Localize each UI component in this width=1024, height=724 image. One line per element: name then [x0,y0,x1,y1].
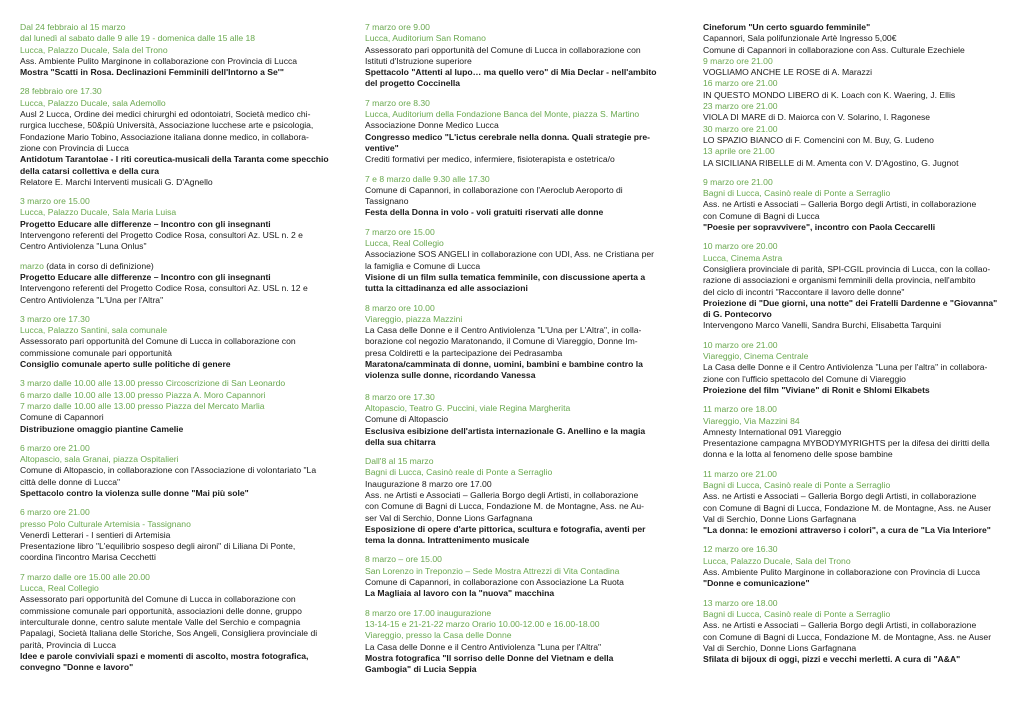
event-date-location: Lucca, Real Collegio [365,238,444,249]
event-date-location: 6 marzo dalle 10.00 alle 13.00 presso Piazza A. Moro Capannori [20,389,266,400]
event-date-location: 10 marzo ore 21.00 [703,339,778,350]
event-date-location: 16 marzo ore 21.00 [703,78,778,89]
event-block [365,392,660,448]
event-detail: Capannori, Sala polifunzionale Artè Ingresso 5,00€ [703,33,897,44]
event-detail: Associazione SOS ANGELI in collaborazione con UDI, Ass. ne Cristiana per [365,249,654,260]
event-title: Progetto Educare alle differenze – Incontro con gli insegnanti [20,218,271,229]
event-date-location: 12 marzo ore 16.30 [703,544,778,555]
event-detail: città delle donne di Lucca" [20,476,121,487]
event-date-location: San Lorenzo in Treponzio – Sede Mostra Attrezzi di Vita Contadina [365,565,620,576]
event-detail: Comune di Capannori [20,412,104,423]
event-title: Mostra fotografica "Il sorriso delle Donne del Vietnam e della [365,652,614,663]
event-detail: zione con Provincia di Lucca [20,142,129,153]
event-date-location: 11 marzo ore 18.00 [703,404,777,415]
event-title: Festa della Donna in volo - voli gratuiti riservati alle donne [365,207,604,218]
event-detail: Amnesty International 091 Viareggio [703,426,842,437]
event-detail: Associazione Donne Medico Lucca [365,120,499,131]
event-detail: Presentazione libro "L'equilibrio sospeso degli aironi" di Liliana Di Ponte, [20,541,296,552]
event-title: violenza sulle donne, ricordando Vanessa [365,370,536,381]
event-title: "Donne e comunicazione" [703,578,810,589]
event-title: Visione di un film sulla tematica femminile, con discussione aperta a [365,271,646,282]
event-title: Mostra "Scatti in Rosa. Declinazioni Femminili dell'Intorno a Se'" [20,67,284,78]
event-title: Spettacolo contro la violenza sulle donne "Mai più sole" [20,487,249,498]
event-date-location: 8 marzo ore 17.00 inaugurazione [365,607,492,618]
event-date-location: presso Polo Culturale Artemisia - Tassignano [20,518,191,529]
event-detail: La Casa delle Donne e il Centro Antiviolenza "Luna per l'altra" in collabora- [703,362,988,373]
event-title: convegno "Donne e lavoro" [20,662,134,673]
event-detail: Intervengono Marco Vanelli, Sandra Burchi, Elisabetta Tarquini [703,320,942,331]
event-block [365,456,660,546]
event-detail: la famiglia e Comune di Lucca [365,260,481,271]
event-detail: Crediti formativi per medico, infermiere, fisioterapista e ostetrica/o [365,154,615,165]
event-date-location: Lucca, Palazzo Ducale, Sala Maria Luisa [20,207,177,218]
event-title: Progetto Educare alle differenze – Incontro con gli insegnanti [20,271,271,282]
event-date-location: Dall'8 al 15 marzo [365,456,434,467]
event-block [703,469,1003,537]
event-detail: borazione col negozio Maratonando, il Comune di Viareggio, Donne Im- [365,336,638,347]
event-block [365,227,660,295]
event-detail: interculturale donne, centro salute mentale Valle del Serchio e compagnia [20,616,301,627]
event-detail: Consigliera provinciale di parità, SPI-CGIL provincia di Lucca, con la collao- [703,263,991,274]
event-date-location: 13 marzo ore 18.00 [703,597,778,608]
event-block [365,303,660,382]
event-title: Cineforum "Un certo sguardo femminile" [703,22,871,32]
event-title: Maratona/camminata di donne, uomini, bambini e bambine contro la [365,359,643,370]
event-date-location: Altopascio, Teatro G. Puccini, viale Regina Margherita [365,402,571,413]
event-block [703,544,1003,589]
event-detail: coordina l'incontro Marisa Cecchetti [20,552,156,563]
event-date-location: Viareggio, Via Mazzini 84 [703,415,800,426]
event-detail: IN QUESTO MONDO LIBERO di K. Loach con K. Waering, J. Ellis [703,89,956,100]
event-detail: Inaugurazione 8 marzo ore 17.00 [365,478,492,489]
event-detail: Ass. ne Artisti e Associati – Galleria Borgo degli Artisti, in collaborazione [703,620,977,631]
event-detail: Assessorato pari opportunità del Comune di Lucca in collaborazione con [365,44,641,55]
event-detail: Venerdì Letterari - I sentieri di Artemisia [20,529,171,540]
event-date-location: Bagni di Lucca, Casinò reale di Ponte a Serraglio [703,188,891,199]
event-detail: razione di associazioni e organismi femminili della provincia, nell'ambito [703,275,976,286]
event-title: Spettacolo "Attenti al lupo… ma quello vero" di Mia Declar - nell'ambito [365,67,657,78]
event-detail: Papalagi, Società Italiana delle Storiche, Sos Angeli, Consigliera provinciale di [20,628,318,639]
event-block [703,177,1003,233]
event-detail: Comune di Capannori, in collaborazione con l'Aeroclub Aeroporto di [365,184,623,195]
event-detail: Comune di Capannori in collaborazione con Ass. Culturale Ezechiele [703,44,965,55]
event-date-location: Lucca, Palazzo Ducale, Sala del Trono [20,44,168,55]
event-date-location: 10 marzo ore 20.00 [703,241,778,252]
event-date-note: (data in corso di definizione) [43,260,154,271]
event-date-location: Dal 24 febbraio al 15 marzo [20,22,126,32]
event-date-location: Lucca, Palazzo Santini, sala comunale [20,325,168,336]
event-date-location: Lucca, Palazzo Ducale, Sala del Trono [703,555,851,566]
event-detail: commissione comunale pari opportunità [20,347,172,358]
event-date-location: 8 marzo ore 10.00 [365,302,435,313]
event-detail: Intervengono referenti del Progetto Codice Rosa, consultori Az. USL n. 2 e [20,230,303,241]
event-block [703,598,1003,666]
event-title: tema la donna. Intrattenimento musicale [365,535,530,546]
event-detail: Comune di Capannori, in collaborazione con Associazione La Ruota [365,577,624,588]
event-detail: Intervengono referenti del Progetto Codice Rosa, consultori Az. USL n. 12 e [20,283,308,294]
event-block [703,340,1003,396]
event-title: della catarsi collettiva e della cura [20,165,160,176]
event-date-location: Lucca, Auditorium San Romano [365,33,486,44]
event-block [365,22,660,90]
event-block [20,86,332,188]
event-date-location: 3 marzo ore 17.30 [20,313,90,324]
event-date-location: Bagni di Lucca, Casinò reale di Ponte a Serraglio [703,608,891,619]
event-title: Proiezione del film "Viviane" di Ronit e Shlomi Elkabets [703,384,930,395]
event-block [703,404,1003,460]
event-detail: Fondazione Mario Tobino, Associazione italiana donne medico, in collabora- [20,131,309,142]
event-title: "La donna: le emozioni attraverso i colori", a cura de "La Via Interiore" [703,525,991,536]
event-detail: Relatore E. Marchi Interventi musicali G. D'Agnello [20,176,213,187]
event-date-location: 7 marzo ore 15.00 [365,226,435,237]
event-detail: Presentazione campagna MYBODYMYRIGHTS per la difesa dei diritti della [703,438,990,449]
event-block [20,378,332,434]
event-detail: con Comune di Bagni di Lucca [703,210,820,221]
event-detail: con Comune di Bagni di Lucca, Fondazione M. de Montagne, Ass. ne Au- [365,501,644,512]
event-detail: Comune di Altopascio, in collaborazione con l'Associazione di volontariato "La [20,465,317,476]
event-date-location: Viareggio, presso la Casa delle Donne [365,630,512,641]
event-date-location: 30 marzo ore 21.00 [703,123,778,134]
event-date-location: 3 marzo dalle 10.00 alle 13.00 presso Circoscrizione di San Leonardo [20,378,286,389]
event-block [20,443,332,499]
event-date-location: 28 febbraio ore 17.30 [20,86,102,97]
event-detail: Ass. ne Artisti e Associati – Galleria Borgo degli Artisti, in collaborazione [703,491,977,502]
event-title: Sfilata di bijoux di oggi, pizzi e vecchi merletti. A cura di "A&A" [703,654,961,665]
event-title: Proiezione di "Due giorni, una notte" dei Fratelli Dardenne e "Giovanna" [703,297,998,308]
event-detail: Ass. ne Artisti e Associati – Galleria Borgo degli Artisti, in collaborazione [365,489,639,500]
event-date-location: 13 aprile ore 21.00 [703,146,775,157]
event-title: ventive" [365,142,399,153]
event-detail: rurgica lucchese, 50&più Università, Associazione lucchese arte e psicologia, [20,120,314,131]
event-date-location: 7 marzo ore 9.00 [365,22,430,32]
event-detail: La Casa delle Donne e il Centro Antiviolenza "L'Una per L'Altra", in colla- [365,325,642,336]
event-title: tutta la cittadinanza ed alle associazioni [365,283,528,294]
event-block [365,98,660,166]
event-detail: Ausl 2 Lucca, Ordine dei medici chirurghi ed odontoiatri, Società medico chi- [20,109,311,120]
event-title: La Magliaia al lavoro con la "nuova" macchina [365,588,555,599]
event-date-location: 9 marzo ore 21.00 [703,176,773,187]
event-date-location: 7 e 8 marzo dalle 9.30 alle 17.30 [365,173,490,184]
event-date-location: 7 marzo dalle ore 15.00 alle 20.00 [20,571,150,582]
event-detail: zione con l'ufficio spettacolo del Comune di Viareggio [703,373,906,384]
event-detail: commissione comunale pari opportunità, associazioni delle donne, gruppo [20,605,302,616]
event-title: Esposizione di opere d'arte pittorica, scultura e fotografia, aventi per [365,523,646,534]
event-date-location: dal lunedì al sabato dalle 9 alle 19 - domenica dalle 15 alle 18 [20,33,256,44]
event-block [20,196,332,252]
event-block [365,608,660,676]
event-block [20,22,332,78]
event-date-location: 9 marzo ore 21.00 [703,55,773,66]
event-date-location: Viareggio, piazza Mazzini [365,313,463,324]
event-title: del progetto Coccinella [365,78,461,89]
event-title: Congresso medico "L'ictus cerebrale nella donna. Quali strategie pre- [365,131,651,142]
event-date-location: 3 marzo ore 15.00 [20,196,90,207]
event-detail: parità, Provincia di Lucca [20,639,117,650]
event-date-location: Bagni di Lucca, Casinò reale di Ponte a Serraglio [703,479,891,490]
event-block [20,261,332,306]
event-detail: Centro Antiviolenza "L'Una per l'Altra" [20,294,164,305]
event-date-location: 7 marzo ore 8.30 [365,97,430,108]
event-title: Consiglio comunale aperto sulle politiche di genere [20,359,231,370]
event-title: Distribuzione omaggio piantine Camelie [20,423,184,434]
event-date-location: Lucca, Cinema Astra [703,252,783,263]
event-date-location: Viareggio, Cinema Centrale [703,351,809,362]
event-detail: ser Val di Serchio, Donne Lions Garfagnana [365,512,533,523]
event-date-line [20,261,332,272]
event-date-location: 8 marzo ore 17.30 [365,391,435,402]
event-detail: Assessorato pari opportunità del Comune di Lucca in collaborazione con [20,594,296,605]
event-date-location: 8 marzo – ore 15.00 [365,554,442,565]
event-detail: Ass. Ambiente Pulito Marginone in collaborazione con Provincia di Lucca [20,55,298,66]
event-block [703,22,1003,169]
event-block [20,572,332,674]
event-detail: Assessorato pari opportunità del Comune di Lucca in collaborazione con [20,336,296,347]
event-detail: donna e la lotta al fenomeno delle spose bambine [703,449,893,460]
event-detail: Centro Antiviolenza "Luna Onlus" [20,241,147,252]
column-right [703,22,1003,673]
event-detail: Val di Serchio, Donne Lions Garfagnana [703,642,857,653]
event-date-location: 6 marzo ore 21.00 [20,507,90,518]
event-date-location: Lucca, Real Collegio [20,583,99,594]
event-block [365,174,660,219]
event-detail: Val di Serchio, Donne Lions Garfagnana [703,513,857,524]
event-block [365,554,660,599]
column-middle [365,22,660,683]
event-block [703,241,1003,331]
event-title: Antidotum Tarantolae - I riti coreutica-musicali della Taranta come specchio [20,154,329,165]
event-date-location: Lucca, Auditorium della Fondazione Banca del Monte, piazza S. Martino [365,109,640,120]
event-title: della sua chitarra [365,436,436,447]
event-detail: LO SPAZIO BIANCO di F. Comencini con M. Buy, G. Ludeno [703,134,934,145]
event-title: Idee e parole conviviali spazi e momenti di ascolto, mostra fotografica, [20,650,309,661]
event-date-location: 13-14-15 e 21-21-22 marzo Orario 10.00-12.00 e 16.00-18.00 [365,618,600,629]
event-date-location: Altopascio, sala Granai, piazza Ospitalieri [20,454,179,465]
event-title: Esclusiva esibizione dell'artista internazionale G. Anellino e la magia [365,425,646,436]
event-detail: con Comune di Bagni di Lucca, Fondazione M. de Montagne, Ass. ne Auser [703,631,992,642]
event-date-location: 11 marzo ore 21.00 [703,468,777,479]
event-detail: VIOLA DI MARE di D. Maiorca con V. Solarino, I. Ragonese [703,112,931,123]
event-date-location: 7 marzo dalle 10.00 alle 13.00 presso Piazza del Mercato Marlia [20,400,265,411]
event-detail: VOGLIAMO ANCHE LE ROSE di A. Marazzi [703,67,873,78]
event-date: marzo [20,260,44,271]
event-title: di G. Pontecorvo [703,309,772,320]
event-date-location: 23 marzo ore 21.00 [703,101,778,112]
event-date-location: Lucca, Palazzo Ducale, sala Ademollo [20,97,166,108]
event-detail: Istituti d'Istruzione superiore [365,55,472,66]
event-date-location: Bagni di Lucca, Casinò reale di Ponte a Serraglio [365,467,553,478]
event-title: Gambogia" di Lucia Seppia [365,664,477,675]
event-title: "Poesie per sopravvivere", incontro con Paola Ceccarelli [703,222,936,233]
event-detail: del ciclo di incontri "Raccontare il lavoro delle donne" [703,286,905,297]
event-detail: Comune di Altopascio [365,414,449,425]
event-detail: La Casa delle Donne e il Centro Antiviolenza "Luna per l'Altra" [365,641,602,652]
event-detail: LA SICILIANA RIBELLE di M. Amenta con V. D'Agostino, G. Jugnot [703,157,959,168]
event-detail: con Comune di Bagni di Lucca, Fondazione M. de Montagne, Ass. ne Auser [703,502,992,513]
column-left [20,22,332,681]
event-detail: Ass. ne Artisti e Associati – Galleria Borgo degli Artisti, in collaborazione [703,199,977,210]
event-block [20,507,332,563]
event-detail: Ass. Ambiente Pulito Marginone in collaborazione con Provincia di Lucca [703,567,981,578]
event-detail: Tassignano [365,196,409,207]
event-detail: presa Coldiretti e la partecipazione dei Pedrasamba [365,347,563,358]
event-block [20,314,332,370]
event-date-location: 6 marzo ore 21.00 [20,442,90,453]
